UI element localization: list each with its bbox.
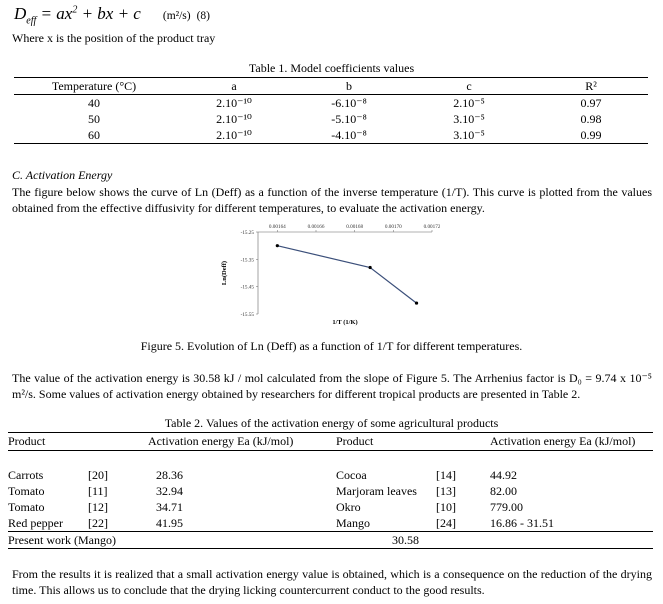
equation-rhs-1: = ax bbox=[36, 4, 73, 23]
table2-header-product-2: Product bbox=[336, 434, 374, 448]
table2-value: 82.00 bbox=[490, 483, 517, 498]
table2-header-row bbox=[8, 433, 653, 451]
data-point bbox=[276, 244, 279, 247]
table2-product: Marjoram leaves bbox=[336, 483, 417, 498]
table-row bbox=[14, 127, 648, 144]
table2-ref: [22] bbox=[88, 515, 108, 530]
chart-axes bbox=[258, 232, 432, 314]
table1-caption: Table 1. Model coefficients values bbox=[248, 61, 415, 75]
equation-lhs: D bbox=[14, 4, 27, 23]
table2-product: Tomato bbox=[8, 499, 45, 514]
table2-product: Tomato bbox=[8, 483, 45, 498]
x-tick-label: 0.00170 bbox=[384, 224, 402, 230]
table-row bbox=[8, 483, 653, 499]
equation-unit: (m²/s) bbox=[162, 10, 191, 22]
chart-x-label: 1/T (1/K) bbox=[332, 319, 358, 326]
table1-header-temperature: Temperature (°C) bbox=[51, 78, 137, 93]
table1-cell: -6.10⁻⁸ bbox=[331, 95, 367, 110]
table1-header-a: a bbox=[231, 78, 237, 93]
table2-product: Carrots bbox=[8, 467, 44, 482]
x-tick-label: 0.00168 bbox=[346, 224, 364, 230]
table1-cell: 3.10⁻⁵ bbox=[453, 111, 485, 126]
equation-number: (8) bbox=[196, 10, 211, 22]
paragraph-2: The value of the activation energy is 30.58 kJ / mol calculated from the slope of Figure 5. The Arrhenius factor is D₀ = 9.74 x 10⁻⁵ m²/s. Some values of activation energy obtained by researchers for different tropical products are presented in Table 2. bbox=[12, 371, 652, 401]
table1 bbox=[14, 77, 648, 144]
table2-ref: [24] bbox=[436, 515, 456, 530]
chart-y-label: Ln(Deff) bbox=[221, 260, 228, 286]
table1-header-c: c bbox=[466, 78, 472, 93]
table2-header-energy-2: Activation energy Ea (kJ/mol) bbox=[490, 434, 636, 448]
table2-value: 32.94 bbox=[156, 483, 183, 498]
table-row bbox=[14, 95, 648, 112]
table2-header-energy-1: Activation energy Ea (kJ/mol) bbox=[148, 434, 294, 448]
table2 bbox=[8, 432, 653, 549]
table1-header-b: b bbox=[346, 78, 352, 93]
paragraph-1: The figure below shows the curve of Ln (Deff) as a function of the inverse temperature (1/T). This curve is plotted from the values obtained from the effective diffusivity for different temperatures, to evaluate the activation energy. bbox=[12, 185, 652, 215]
table-row bbox=[14, 111, 648, 127]
table-row-present-work bbox=[8, 532, 653, 549]
table-row bbox=[8, 499, 653, 515]
table1-cell: 2.10⁻¹⁰ bbox=[216, 127, 252, 142]
table2-product: Okro bbox=[336, 499, 361, 514]
table1-cell: 2.10⁻⁵ bbox=[453, 95, 485, 110]
table2-caption: Table 2. Values of the activation energy of some agricultural products bbox=[164, 416, 499, 430]
table-row bbox=[8, 467, 653, 483]
table1-cell: 2.10⁻¹⁰ bbox=[216, 111, 252, 126]
equation-rhs-sup: 2 bbox=[72, 4, 78, 16]
x-tick-label: 0.00166 bbox=[307, 224, 325, 230]
table1-cell: 3.10⁻⁵ bbox=[453, 127, 485, 142]
table2-value: 28.36 bbox=[156, 467, 183, 482]
table2-value: 16.86 - 31.51 bbox=[490, 515, 554, 530]
equation-8 bbox=[14, 4, 211, 27]
chart-y-ticks bbox=[241, 230, 258, 318]
y-tick-label: -15.45 bbox=[240, 284, 254, 291]
table1-cell: 0.98 bbox=[580, 111, 602, 126]
series-line bbox=[277, 246, 416, 303]
table-row bbox=[8, 515, 653, 532]
table2-present-value: 30.58 bbox=[392, 532, 419, 547]
paragraph-3: From the results it is realized that a small activation energy value is obtained, which is a consequence on the reduction of the drying time. This allows us to conclude that the drying licking countercurrent conduct to the good results. bbox=[12, 567, 652, 597]
table2-product: Mango bbox=[336, 515, 370, 530]
table1-header-row bbox=[14, 78, 648, 95]
table2-value: 41.95 bbox=[156, 515, 183, 530]
table2-value: 34.71 bbox=[156, 499, 183, 514]
table2-header-product-1: Product bbox=[8, 434, 46, 448]
equation-rhs-2: + bx + c bbox=[77, 4, 141, 23]
table2-ref: [12] bbox=[88, 499, 108, 514]
table2-ref: [10] bbox=[436, 499, 456, 514]
table2-ref: [14] bbox=[436, 467, 456, 482]
table1-header-r2: R² bbox=[585, 78, 597, 93]
table1-cell: -4.10⁻⁸ bbox=[331, 127, 367, 142]
table1-cell: 40 bbox=[88, 95, 100, 110]
table2-value: 44.92 bbox=[490, 467, 517, 482]
table2-ref: [11] bbox=[88, 483, 108, 498]
table2-present-label: Present work (Mango) bbox=[8, 532, 116, 547]
y-tick-label: -15.25 bbox=[240, 230, 254, 236]
y-tick-label: -15.55 bbox=[240, 312, 254, 318]
table2-ref: [20] bbox=[88, 467, 108, 482]
chart-points bbox=[276, 244, 418, 305]
where-text: Where x is the position of the product tray bbox=[12, 31, 216, 45]
table1-cell: 2.10⁻¹⁰ bbox=[216, 95, 252, 110]
table2-product: Cocoa bbox=[336, 467, 367, 482]
ln-deff-chart bbox=[210, 218, 440, 330]
chart-x-ticks bbox=[269, 224, 440, 232]
table2-ref: [13] bbox=[436, 483, 456, 498]
equation-lhs-sub: eff bbox=[26, 15, 37, 27]
table1-cell: 0.99 bbox=[580, 127, 602, 142]
table2-value: 779.00 bbox=[490, 499, 523, 514]
y-tick-label: -15.35 bbox=[240, 257, 254, 264]
table2-product: Red pepper bbox=[8, 515, 63, 530]
figure-caption: Figure 5. Evolution of Ln (Deff) as a function of 1/T for different temperatures. bbox=[140, 339, 523, 353]
data-point bbox=[415, 301, 418, 304]
data-point bbox=[369, 266, 372, 269]
table1-cell: 50 bbox=[88, 111, 100, 126]
section-heading: C. Activation Energy bbox=[12, 168, 113, 182]
x-tick-label: 0.00172 bbox=[423, 224, 440, 230]
table1-cell: -5.10⁻⁸ bbox=[331, 111, 367, 126]
x-tick-label: 0.00164 bbox=[268, 224, 286, 230]
table1-cell: 60 bbox=[88, 127, 100, 142]
table1-cell: 0.97 bbox=[580, 95, 602, 110]
